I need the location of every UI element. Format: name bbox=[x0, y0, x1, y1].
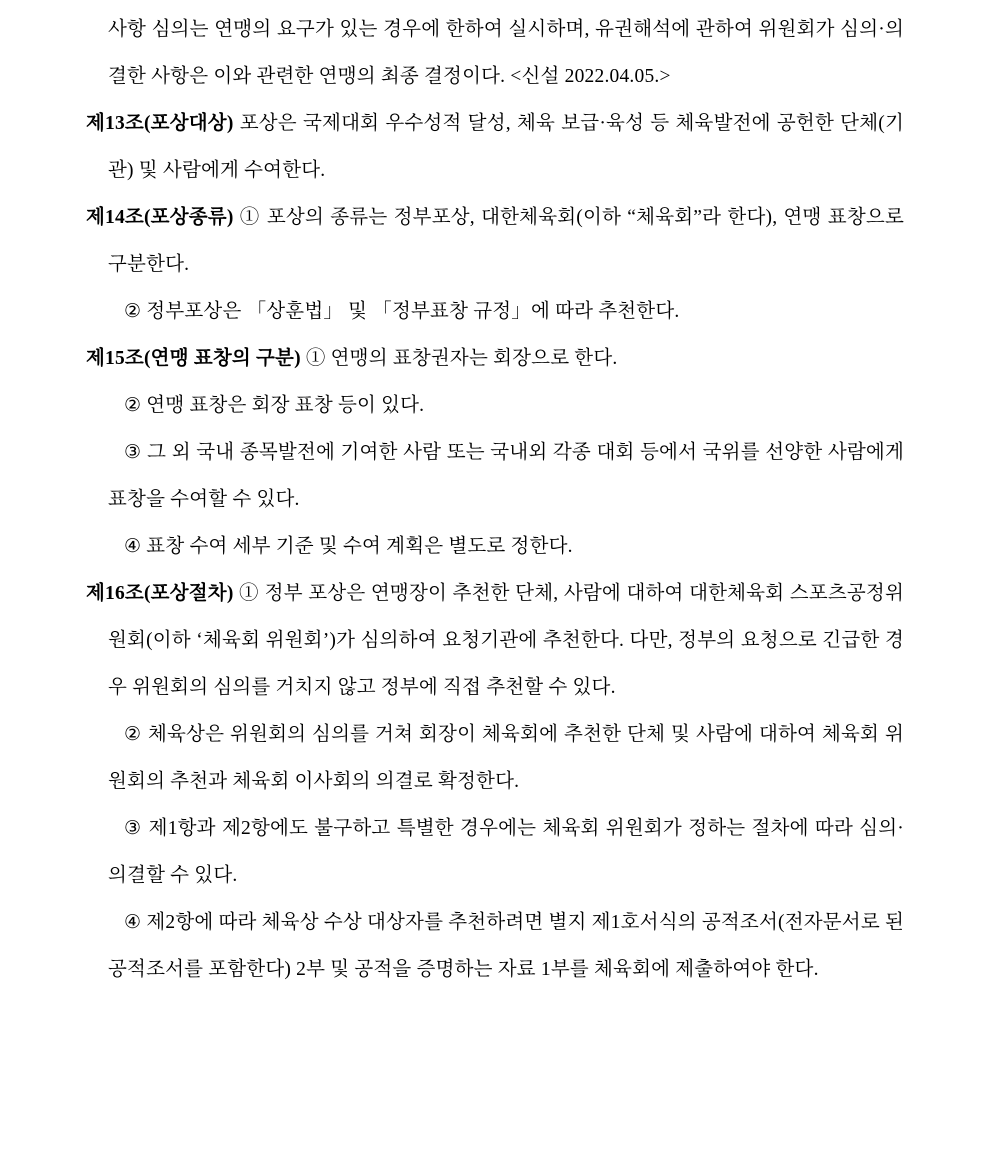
article-label-13: 제13조(포상대상) bbox=[86, 113, 234, 134]
paragraph-article-15-item-3 bbox=[86, 429, 904, 523]
paragraph-article-14 bbox=[86, 194, 904, 288]
item-body: 정부포상은 「상훈법」 및 「정부표창 규정」에 따라 추천한다. bbox=[141, 301, 680, 322]
article-body-16: ① 정부 포상은 연맹장이 추천한 단체, 사람에 대하여 대한체육회 스포츠공정위원회(이하 ‘체육회 위원회’)가 심의하여 요청기관에 추천한다. 다만, 정부의 요청으로 긴급한 경우 위원회의 심의를 거치지 않고 정부에 직접 추천할 수 있다. bbox=[108, 583, 904, 698]
paragraph-article-16-item-2 bbox=[86, 711, 904, 805]
item-marker: ④ bbox=[124, 912, 142, 933]
article-body-15: ① 연맹의 표창권자는 회장으로 한다. bbox=[300, 348, 618, 369]
paragraph-article-15-item-2 bbox=[86, 382, 904, 429]
item-marker: ③ bbox=[124, 442, 142, 463]
item-body: 연맹 표창은 회장 표창 등이 있다. bbox=[141, 395, 425, 416]
paragraph-article-16-item-3 bbox=[86, 805, 904, 899]
item-body: 제2항에 따라 체육상 수상 대상자를 추천하려면 별지 제1호서식의 공적조서(전자문서로 된 공적조서를 포함한다) 2부 및 공적을 증명하는 자료 1부를 체육회에 제출하여야 한다. bbox=[108, 912, 904, 980]
paragraph-article-14-item-2 bbox=[86, 288, 904, 335]
paragraph-article-16-item-4 bbox=[86, 899, 904, 993]
article-label-14: 제14조(포상종류) bbox=[86, 207, 234, 228]
article-label-16: 제16조(포상절차) bbox=[86, 583, 234, 604]
paragraph-continuation-top: 사항 심의는 연맹의 요구가 있는 경우에 한하여 실시하며, 유권해석에 관하여 위원회가 심의·의결한 사항은 이와 관련한 연맹의 최종 결정이다. <신설 2022.04.05.> bbox=[108, 19, 904, 87]
item-body: 그 외 국내 종목발전에 기여한 사람 또는 국내외 각종 대회 등에서 국위를 선양한 사람에게 표창을 수여할 수 있다. bbox=[108, 442, 905, 510]
paragraph-article-15-item-4 bbox=[86, 523, 904, 570]
item-marker: ④ bbox=[124, 536, 142, 557]
item-marker: ② bbox=[124, 301, 142, 322]
paragraph-article-15 bbox=[86, 335, 904, 382]
paragraph-article-16 bbox=[86, 570, 904, 711]
item-body: 표창 수여 세부 기준 및 수여 계획은 별도로 정한다. bbox=[141, 536, 573, 557]
item-marker: ② bbox=[124, 724, 143, 745]
item-body: 제1항과 제2항에도 불구하고 특별한 경우에는 체육회 위원회가 정하는 절차에 따라 심의·의결할 수 있다. bbox=[108, 818, 904, 886]
item-marker: ② bbox=[124, 395, 142, 416]
item-marker: ③ bbox=[124, 818, 143, 839]
item-body: 체육상은 위원회의 심의를 거쳐 회장이 체육회에 추천한 단체 및 사람에 대하여 체육회 위원회의 추천과 체육회 이사회의 의결로 확정한다. bbox=[108, 724, 905, 792]
article-label-15: 제15조(연맹 표창의 구분) bbox=[86, 348, 301, 369]
article-body-13: 포상은 국제대회 우수성적 달성, 체육 보급·육성 등 체육발전에 공헌한 단체(기관) 및 사람에게 수여한다. bbox=[108, 113, 904, 181]
paragraph-article-13 bbox=[86, 100, 904, 194]
article-body-14: ① 포상의 종류는 정부포상, 대한체육회(이하 “체육회”라 한다), 연맹 표창으로 구분한다. bbox=[108, 207, 904, 275]
